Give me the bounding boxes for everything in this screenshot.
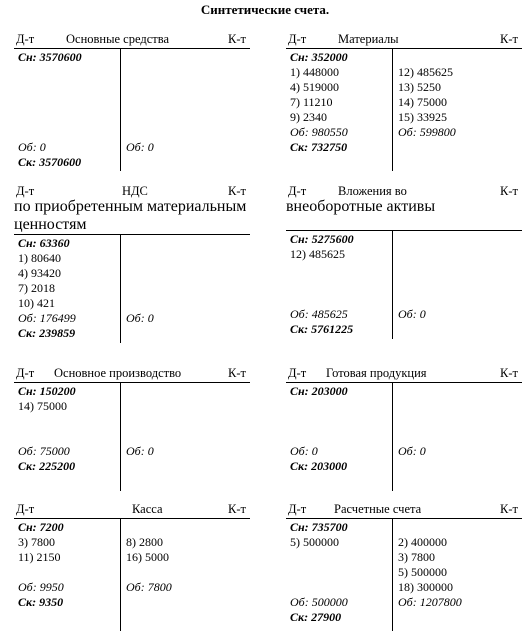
debit-label: Д-т (16, 32, 35, 46)
account-name: Вложения во (338, 184, 407, 198)
t-divider (120, 235, 121, 343)
account-name: Касса (132, 502, 163, 516)
opening-balance: Сн: 5275600 (290, 232, 354, 246)
credit-label: К-т (500, 366, 518, 380)
debit-label: Д-т (16, 184, 35, 198)
credit-turnover: Об: 0 (398, 307, 426, 321)
debit-entry: 4) 93420 (18, 266, 61, 280)
debit-entry: 3) 7800 (18, 535, 55, 549)
t-account-body (14, 382, 250, 491)
t-account-header (14, 366, 250, 380)
account-name-line2: по приобретенным материальным (14, 198, 247, 215)
t-account-finished-goods (286, 366, 522, 491)
credit-turnover: Об: 0 (126, 444, 154, 458)
debit-label: Д-т (288, 32, 307, 46)
credit-label: К-т (500, 32, 518, 46)
debit-turnover: Об: 980550 (290, 125, 348, 139)
account-name: Основные средства (66, 32, 170, 46)
opening-balance: Сн: 7200 (18, 520, 64, 534)
credit-entry: 3) 7800 (398, 550, 435, 564)
credit-turnover: Об: 0 (126, 140, 154, 154)
debit-turnover: Об: 9950 (18, 580, 64, 594)
t-account-body (286, 230, 522, 339)
opening-balance: Сн: 735700 (290, 520, 348, 534)
credit-turnover: Об: 0 (126, 311, 154, 325)
debit-entry: 14) 75000 (18, 399, 67, 413)
debit-turnover: Об: 485625 (290, 307, 348, 321)
closing-balance: Ск: 225200 (18, 459, 76, 473)
credit-entry: 14) 75000 (398, 95, 447, 109)
credit-entry: 8) 2800 (126, 535, 163, 549)
debit-entry: 4) 519000 (290, 80, 339, 94)
account-name: НДС (122, 184, 148, 198)
closing-balance: Ск: 3570600 (18, 155, 82, 169)
credit-turnover: Об: 7800 (126, 580, 172, 594)
debit-turnover: Об: 500000 (290, 595, 348, 609)
debit-turnover: Об: 176499 (18, 311, 76, 325)
opening-balance: Сн: 3570600 (18, 50, 82, 64)
account-name: Расчетные счета (334, 502, 422, 516)
credit-label: К-т (228, 502, 246, 516)
credit-label: К-т (228, 366, 246, 380)
credit-entry: 15) 33925 (398, 110, 447, 124)
t-account-materials (286, 32, 522, 171)
debit-entry: 7) 11210 (290, 95, 333, 109)
credit-entry: 5) 500000 (398, 565, 447, 579)
credit-turnover: Об: 0 (398, 444, 426, 458)
t-account-header (286, 32, 522, 46)
debit-entry: 5) 500000 (290, 535, 339, 549)
opening-balance: Сн: 63360 (18, 236, 70, 250)
t-account-header (14, 502, 250, 516)
credit-entry: 13) 5250 (398, 80, 441, 94)
t-account-header (14, 32, 250, 46)
closing-balance: Ск: 732750 (290, 140, 348, 154)
account-name-line3: ценностям (14, 216, 87, 233)
t-divider (120, 519, 121, 631)
account-name-line2: внеоборотные активы (286, 198, 436, 215)
debit-label: Д-т (288, 184, 307, 198)
closing-balance: Ск: 9350 (18, 595, 64, 609)
t-divider (392, 519, 393, 631)
t-account-body (14, 48, 250, 171)
debit-entry: 10) 421 (18, 296, 55, 310)
t-account-settlement (286, 502, 522, 631)
account-name: Материалы (338, 32, 399, 46)
t-account-header (14, 184, 250, 198)
t-account-body (14, 234, 250, 343)
closing-balance: Ск: 239859 (18, 326, 76, 340)
t-account-header (286, 502, 522, 516)
debit-turnover: Об: 0 (290, 444, 318, 458)
debit-label: Д-т (288, 366, 307, 380)
t-divider (120, 49, 121, 171)
t-account-header (286, 366, 522, 380)
credit-entry: 2) 400000 (398, 535, 447, 549)
closing-balance: Ск: 203000 (290, 459, 348, 473)
credit-turnover: Об: 599800 (398, 125, 456, 139)
closing-balance: Ск: 27900 (290, 610, 342, 624)
account-name: Основное производство (54, 366, 182, 380)
t-account-body (14, 518, 250, 631)
t-account-main-production (14, 366, 250, 491)
debit-label: Д-т (288, 502, 307, 516)
credit-turnover: Об: 1207800 (398, 595, 462, 609)
credit-label: К-т (500, 502, 518, 516)
t-divider (392, 49, 393, 171)
t-account-body (286, 518, 522, 631)
opening-balance: Сн: 203000 (290, 384, 348, 398)
debit-turnover: Об: 75000 (18, 444, 70, 458)
t-account-body (286, 48, 522, 171)
credit-label: К-т (228, 184, 246, 198)
page-title: Синтетические счета. (200, 2, 330, 17)
credit-entry: 16) 5000 (126, 550, 169, 564)
t-account-noncurrent-investments (286, 184, 522, 339)
account-name: Готовая продукция (326, 366, 427, 380)
credit-label: К-т (228, 32, 246, 46)
debit-entry: 12) 485625 (290, 247, 345, 261)
debit-entry: 1) 80640 (18, 251, 61, 265)
t-divider (120, 383, 121, 491)
t-account-fixed-assets (14, 32, 250, 171)
credit-entry: 12) 485625 (398, 65, 453, 79)
t-divider (392, 383, 393, 491)
credit-entry: 18) 300000 (398, 580, 453, 594)
opening-balance: Сн: 150200 (18, 384, 76, 398)
closing-balance: Ск: 5761225 (290, 322, 354, 336)
t-divider (392, 231, 393, 339)
debit-entry: 9) 2340 (290, 110, 327, 124)
debit-entry: 7) 2018 (18, 281, 55, 295)
debit-label: Д-т (16, 502, 35, 516)
t-account-body (286, 382, 522, 491)
credit-label: К-т (500, 184, 518, 198)
t-account-vat (14, 184, 250, 343)
debit-entry: 1) 448000 (290, 65, 339, 79)
debit-turnover: Об: 0 (18, 140, 46, 154)
opening-balance: Сн: 352000 (290, 50, 348, 64)
t-account-header (286, 184, 522, 198)
debit-entry: 11) 2150 (18, 550, 61, 564)
t-account-cash (14, 502, 250, 631)
debit-label: Д-т (16, 366, 35, 380)
